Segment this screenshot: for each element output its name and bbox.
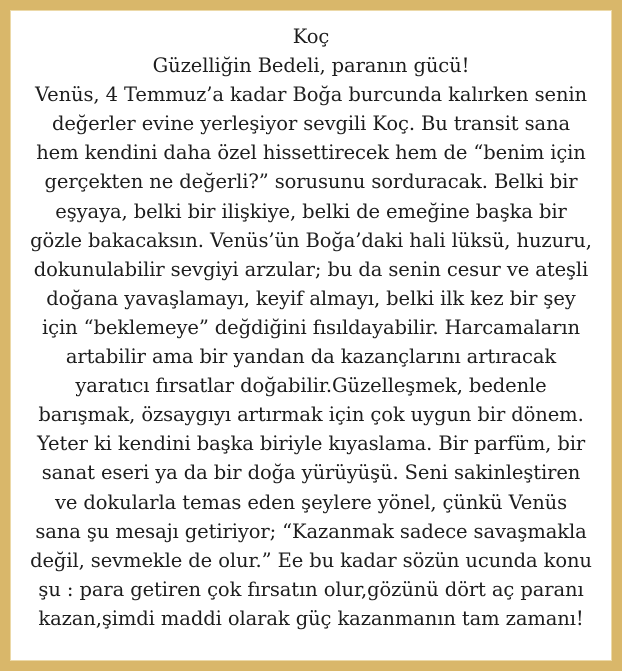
body-line: ve dokularla temas eden şeylere yönel, çünkü Venüs (54, 490, 568, 514)
body-line: sana şu mesajı getiriyor; “Kazanmak sadece savaşmakla (35, 519, 587, 543)
horoscope-text-block (14, 22, 608, 633)
section-subtitle: Güzelliğin Bedeli, paranın gücü! (152, 54, 470, 78)
body-line: yaratıcı fırsatlar doğabilir.Güzelleşmek, bedenle (75, 374, 547, 398)
body-line: hem kendini daha özel hissettirecek hem de “benim için (36, 141, 586, 165)
body-line: dokunulabilir sevgiyi arzular; bu da senin cesur ve ateşli (33, 257, 589, 281)
body-line: gözle bakacaksın. Venüs’ün Boğa’daki hali lüksü, huzuru, (30, 228, 592, 252)
body-line: Venüs, 4 Temmuz’a kadar Boğa burcunda kalırken senin (34, 83, 588, 107)
body-line: şu : para getiren çok fırsatın olur,gözünü dört aç paranı (38, 577, 584, 601)
body-line: eşyaya, belki bir ilişkiye, belki de emeğine başka bir (55, 199, 567, 223)
body-line: gerçekten ne değerli?” sorusunu sorduracak. Belki bir (44, 170, 578, 194)
body-line: kazan,şimdi maddi olarak güç kazanmanın tam zamanı! (38, 606, 584, 630)
body-line: Yeter ki kendini başka biriyle kıyaslama. Bir parfüm, bir (36, 432, 586, 456)
body-line: artabilir ama bir yandan da kazançlarını artıracak (65, 345, 557, 369)
sign-title: Koç (292, 25, 330, 48)
body-line: sanat eseri ya da bir doğa yürüyüşü. Seni sakinleştiren (41, 461, 581, 485)
body-line: değerler evine yerleşiyor sevgili Koç. Bu transit sana (51, 112, 571, 136)
body-line: için “beklemeye” değdiğini fısıldayabilir. Harcamaların (42, 315, 580, 339)
body-line: doğana yavaşlamayı, keyif almayı, belki ilk kez bir şey (46, 286, 576, 310)
body-line: değil, sevmekle de olur.” Ee bu kadar sözün ucunda konu (30, 548, 592, 572)
body-line: barışmak, özsaygıyı artırmak için çok uygun bir dönem. (38, 403, 584, 427)
